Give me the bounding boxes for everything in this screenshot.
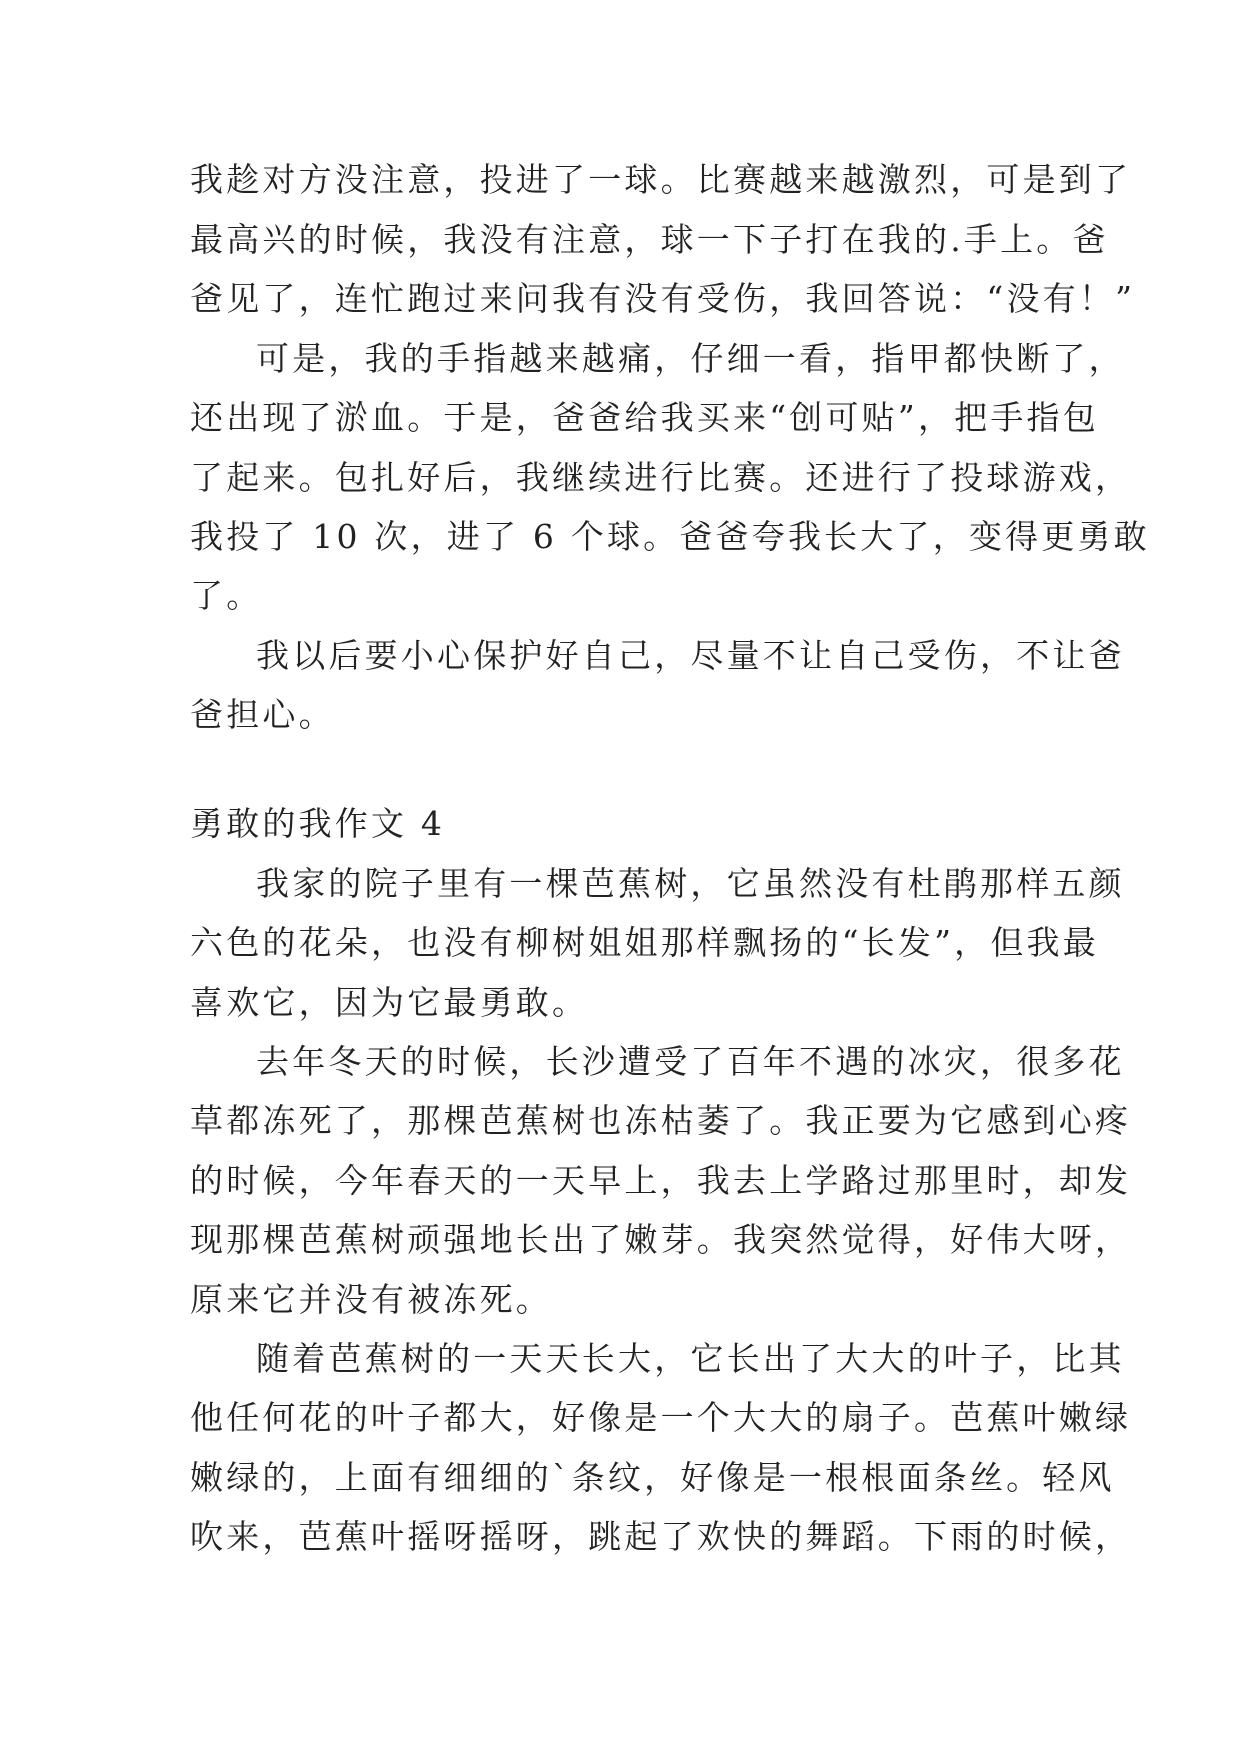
- text-line: 六色的花朵，也没有柳树姐姐那样飘扬的“长发”，但我最: [190, 923, 1099, 962]
- text-line: 喜欢它，因为它最勇敢。: [190, 983, 589, 1022]
- text-line: 现那棵芭蕉树顽强地长出了嫩芽。我突然觉得，好伟大呀，: [190, 1220, 1132, 1259]
- paragraph-first-line: 我以后要小心保护好自己，尽量不让自己受伤，不让爸: [256, 636, 1125, 675]
- paragraph-first-line: 我家的院子里有一棵芭蕉树，它虽然没有杜鹃那样五颜: [256, 864, 1125, 903]
- text-line: 爸担心。: [190, 695, 335, 734]
- text-line: 我投了 10 次，进了 6 个球。爸爸夸我长大了，变得更勇敢: [190, 517, 1150, 556]
- text-line: 我趁对方没注意，投进了一球。比赛越来越激烈，可是到了: [190, 160, 1132, 199]
- paragraph-first-line: 随着芭蕉树的一天天长大，它长出了大大的叶子，比其: [256, 1339, 1125, 1378]
- text-line: 的时候，今年春天的一天早上，我去上学路过那里时，却发: [190, 1161, 1132, 1200]
- section-heading: 勇敢的我作文 4: [190, 804, 446, 843]
- text-line: 原来它并没有被冻死。: [190, 1280, 552, 1319]
- text-line: 草都冻死了，那棵芭蕉树也冻枯萎了。我正要为它感到心疼: [190, 1101, 1132, 1140]
- text-line: 最高兴的时候，我没有注意，球一下子打在我的.手上。爸: [190, 220, 1109, 259]
- text-line: 爸见了，连忙跑过来问我有没有受伤，我回答说：“没有！”: [190, 279, 1136, 318]
- text-line: 了。: [190, 576, 263, 615]
- text-line: 了起来。包扎好后，我继续进行比赛。还进行了投球游戏，: [190, 458, 1132, 497]
- paragraph-first-line: 可是，我的手指越来越痛，仔细一看，指甲都快断了，: [256, 339, 1125, 378]
- paragraph-first-line: 去年冬天的时候，长沙遭受了百年不遇的冰灾，很多花: [256, 1042, 1125, 1081]
- text-line: 嫩绿的，上面有细细的`条纹，好像是一根根面条丝。轻风: [190, 1458, 1115, 1497]
- text-line: 还出现了淤血。于是，爸爸给我买来“创可贴”，把手指包: [190, 398, 1099, 437]
- text-line: 他任何花的叶子都大，好像是一个大大的扇子。芭蕉叶嫩绿: [190, 1398, 1132, 1437]
- text-line: 吹来，芭蕉叶摇呀摇呀，跳起了欢快的舞蹈。下雨的时候，: [190, 1517, 1132, 1556]
